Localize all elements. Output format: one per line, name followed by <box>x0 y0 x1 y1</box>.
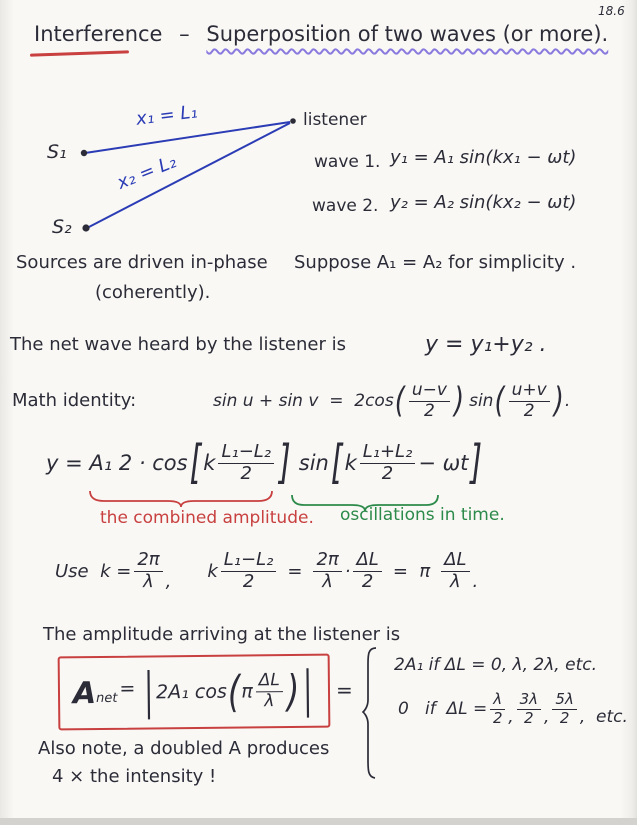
case2-lead: 0 if ΔL = <box>398 699 488 720</box>
case-constructive: 2A₁ if ΔL = 0, λ, 2λ, etc. <box>394 655 597 675</box>
use-frac-5: $\frac{\Delta L}{\lambda}$ <box>441 551 469 592</box>
path-length-1-label: x₁ = L₁ <box>134 101 199 130</box>
wave-2-label: wave 2. <box>312 196 379 216</box>
sources-note-line1: Sources are driven in-phase <box>16 252 268 273</box>
cases-brace <box>362 646 380 780</box>
source-1-dot <box>81 150 87 156</box>
case2-comma-1: , <box>508 706 514 727</box>
wavenumber-substitution-line <box>55 551 478 592</box>
use-frac-2: $\frac{\text{L₁−L₂}}{2}$ <box>221 551 277 592</box>
identity-period: . <box>564 391 571 412</box>
use-k: k <box>207 560 218 582</box>
sources-note-line2: (coherently). <box>95 282 211 303</box>
identity-frac-2: $\frac{u+v}{2}$ <box>509 382 550 421</box>
abs-bar-left: | <box>144 663 154 722</box>
combined-amplitude-underbrace <box>88 488 274 510</box>
left-paren: ( <box>394 381 405 422</box>
right-paren: ) <box>553 381 564 422</box>
wave-1-label: wave 1. <box>314 152 381 172</box>
source-1-label: S₁ <box>47 141 67 163</box>
path-length-2-label: x₂ = L₂ <box>114 151 180 194</box>
main-eq-k1: k <box>203 451 216 476</box>
anet-frac: $\frac{\Delta L}{\lambda}$ <box>256 672 284 711</box>
case-destructive <box>398 692 628 727</box>
case2-frac-1: $\frac{\lambda}{2}$ <box>490 692 505 727</box>
title-dash: – <box>179 22 190 46</box>
math-identity-equation <box>213 382 570 421</box>
anet-subscript: net <box>96 691 118 707</box>
math-identity-label: Math identity: <box>12 390 137 411</box>
intensity-note-line2: 4 × the intensity ! <box>52 766 217 787</box>
suppose-note: Suppose A₁ = A₂ for simplicity . <box>294 252 577 273</box>
anet-equals: = <box>119 677 136 700</box>
use-frac-4: $\frac{\Delta L}{2}$ <box>353 551 381 592</box>
page-number: 18.6 <box>598 4 625 18</box>
case2-end: , etc. <box>579 706 628 727</box>
left-paren: ( <box>494 381 505 422</box>
left-bracket: [ <box>189 436 202 491</box>
abs-bar-right: | <box>303 662 313 720</box>
intensity-note-line1: Also note, a doubled A produces <box>38 738 330 759</box>
listener-dot <box>290 118 296 124</box>
case2-frac-3: $\frac{5\lambda}{2}$ <box>552 692 576 727</box>
main-eq-frac-1: $\frac{\text{L₁−L₂}}{2}$ <box>218 443 274 484</box>
net-amplitude-box <box>58 654 331 731</box>
source-2-dot <box>82 224 89 231</box>
case2-frac-2: $\frac{3\lambda}{2}$ <box>517 692 541 727</box>
main-eq-k2: k <box>344 451 357 476</box>
title-superposition: Superposition of two waves (or more). <box>206 22 609 46</box>
oscillations-label: oscillations in time. <box>340 505 505 525</box>
page-title <box>34 22 608 46</box>
right-bracket: ] <box>279 436 291 491</box>
use-frac-1: $\frac{2\pi}{\lambda}$ <box>134 551 162 592</box>
left-paren: ( <box>227 665 241 718</box>
use-eq2: = π <box>392 560 431 582</box>
main-eq-frac-2: $\frac{\text{L₁+L₂}}{2}$ <box>360 443 416 484</box>
case2-comma-2: , <box>544 706 550 727</box>
wave-1-equation: y₁ = A₁ sin(kx₁ − ωt) <box>390 147 577 168</box>
identity-sin: sin <box>469 391 494 412</box>
use-eq1: = <box>287 560 303 582</box>
main-eq-lead: y = A₁ 2 · cos <box>46 451 188 476</box>
use-frac-3: $\frac{2\pi}{\lambda}$ <box>313 551 341 592</box>
anet-body: 2A₁ cos <box>155 680 227 704</box>
main-eq-sin: sin <box>298 451 329 476</box>
wave-2-equation: y₂ = A₂ sin(kx₂ − ωt) <box>390 192 577 213</box>
use-lead: Use k = <box>55 560 132 582</box>
identity-frac-1: $\frac{u-v}{2}$ <box>409 382 450 421</box>
combined-amplitude-label: the combined amplitude. <box>100 508 314 528</box>
net-wave-text: The net wave heard by the listener is <box>10 334 346 355</box>
amplitude-intro-text: The amplitude arriving at the listener is <box>43 624 401 645</box>
use-comma: , <box>165 570 172 592</box>
superposition-equation <box>46 436 484 491</box>
title-red-underline <box>30 50 129 56</box>
listener-label: listener <box>303 110 367 130</box>
title-interference: Interference <box>34 22 163 46</box>
main-eq-tail: − ωt <box>418 451 469 476</box>
identity-lhs: sin u + sin v = 2cos <box>213 391 394 412</box>
right-paren: ) <box>286 665 300 717</box>
net-wave-equation: y = y₁+y₂ . <box>425 332 547 357</box>
use-cdot: · <box>344 560 351 582</box>
right-paren: ) <box>453 381 465 422</box>
right-bracket: ] <box>470 436 483 491</box>
outside-equals: = <box>336 678 353 702</box>
source-2-label: S₂ <box>52 216 72 238</box>
anet-symbol: A <box>72 675 97 711</box>
net-amplitude-equation <box>72 662 316 722</box>
use-period: . <box>472 570 479 592</box>
anet-pi: π <box>241 680 253 703</box>
left-bracket: [ <box>330 436 343 491</box>
